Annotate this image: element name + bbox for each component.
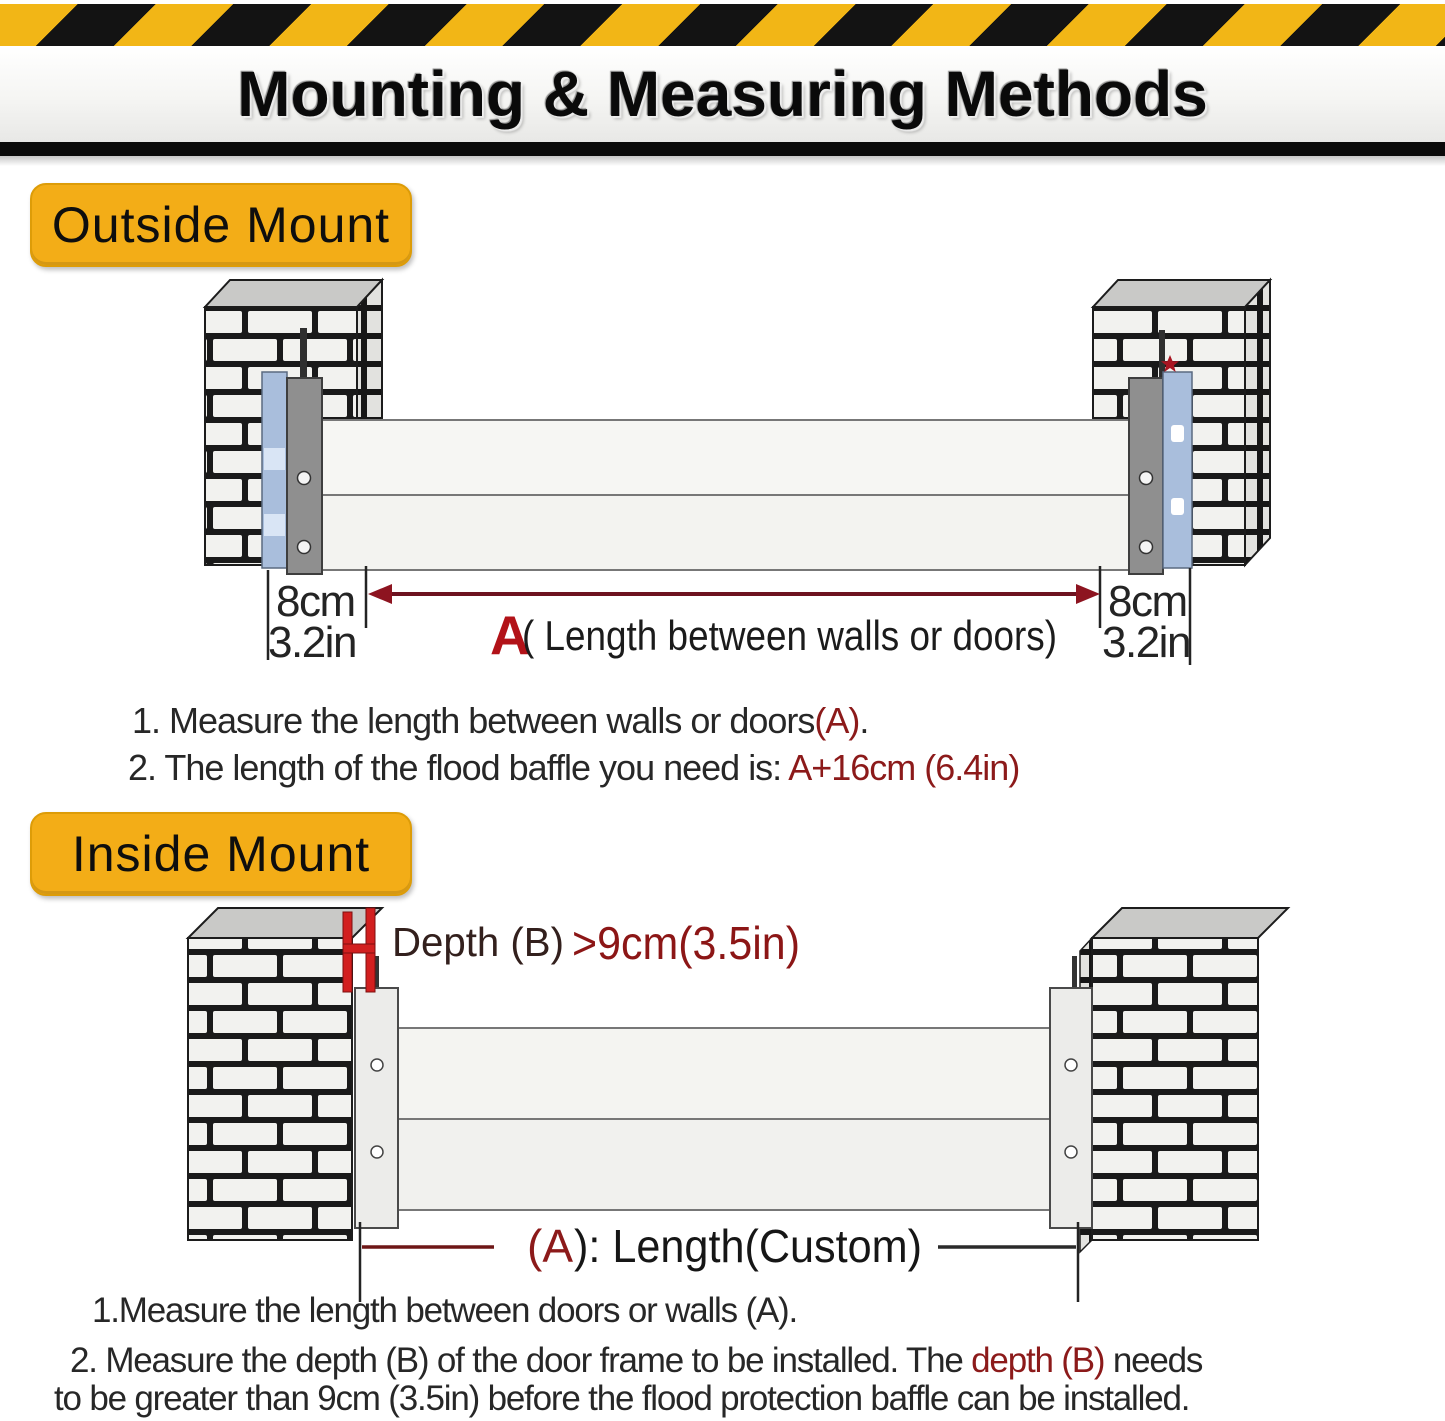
- flood-barrier-panels: [322, 420, 1129, 570]
- left-dim-in: 3.2in: [268, 618, 356, 667]
- length-label: ): Length(Custom): [574, 1220, 922, 1272]
- inside-mount-label: [30, 812, 412, 896]
- inside-step-1: 1.Measure the length between doors or walls (A).: [92, 1291, 798, 1330]
- inside-flood-barrier-panels: [398, 1028, 1052, 1210]
- inside-left-pillar: [188, 908, 382, 1240]
- screw-hole-icon: [298, 541, 311, 554]
- hazard-stripes-icon: [0, 4, 1445, 46]
- anchor-bolt-icon: [1072, 956, 1077, 990]
- screw-hole-icon: [371, 1146, 383, 1158]
- screw-hole-icon: [298, 472, 311, 485]
- depth-label: Depth (B): [392, 919, 564, 965]
- screw-hole-icon: [1140, 541, 1153, 554]
- outside-step-1: 1. Measure the length between walls or doors(A).: [132, 700, 869, 741]
- right-dim-in: 3.2in: [1102, 618, 1190, 667]
- depth-value: >9cm(3.5in): [572, 917, 800, 969]
- right-dim-cm: 8cm: [1108, 577, 1187, 626]
- title-band: [0, 46, 1445, 142]
- outside-step-2: 2. The length of the flood baffle you need is: A+16cm (6.4in): [128, 747, 1020, 788]
- span-letter: A: [490, 604, 530, 666]
- outside-mount-label: [30, 183, 412, 267]
- outside-left-seal-strip: [262, 372, 287, 568]
- screw-hole-icon: [371, 1059, 383, 1071]
- screw-hole-icon: [1065, 1146, 1077, 1158]
- inside-right-pillar: [1080, 908, 1288, 1252]
- outside-mount-label-text: Outside Mount: [51, 197, 391, 253]
- inside-mount-label-text: Inside Mount: [71, 826, 371, 882]
- inside-step-3: to be greater than 9cm (3.5in) before the flood protection baffle can be installed.: [54, 1379, 1190, 1418]
- length-label-prefix: (A: [527, 1220, 573, 1272]
- banner-shadow: [0, 156, 1445, 166]
- page-title: Mounting & Measuring Methods: [237, 58, 1208, 130]
- span-label: ( Length between walls or doors): [522, 612, 1057, 659]
- inside-right-channel: [1050, 956, 1092, 1228]
- anchor-bolt-icon: [1159, 330, 1165, 378]
- inside-mount-diagram: [0, 895, 1445, 1307]
- screw-hole-icon: [1140, 472, 1153, 485]
- hazard-banner: [0, 0, 1445, 170]
- inside-left-channel: [355, 956, 398, 1228]
- outside-right-seal-strip: [1161, 355, 1192, 568]
- outside-mount-diagram: [0, 268, 1445, 678]
- left-dim-cm: 8cm: [276, 577, 355, 626]
- screw-hole-icon: [1065, 1059, 1077, 1071]
- span-arrow-icon: [368, 584, 1100, 604]
- anchor-bolt-icon: [300, 328, 307, 380]
- inside-step-2: 2. Measure the depth (B) of the door frame to be installed. The depth (B) needs: [70, 1341, 1203, 1380]
- banner-divider: [0, 142, 1445, 156]
